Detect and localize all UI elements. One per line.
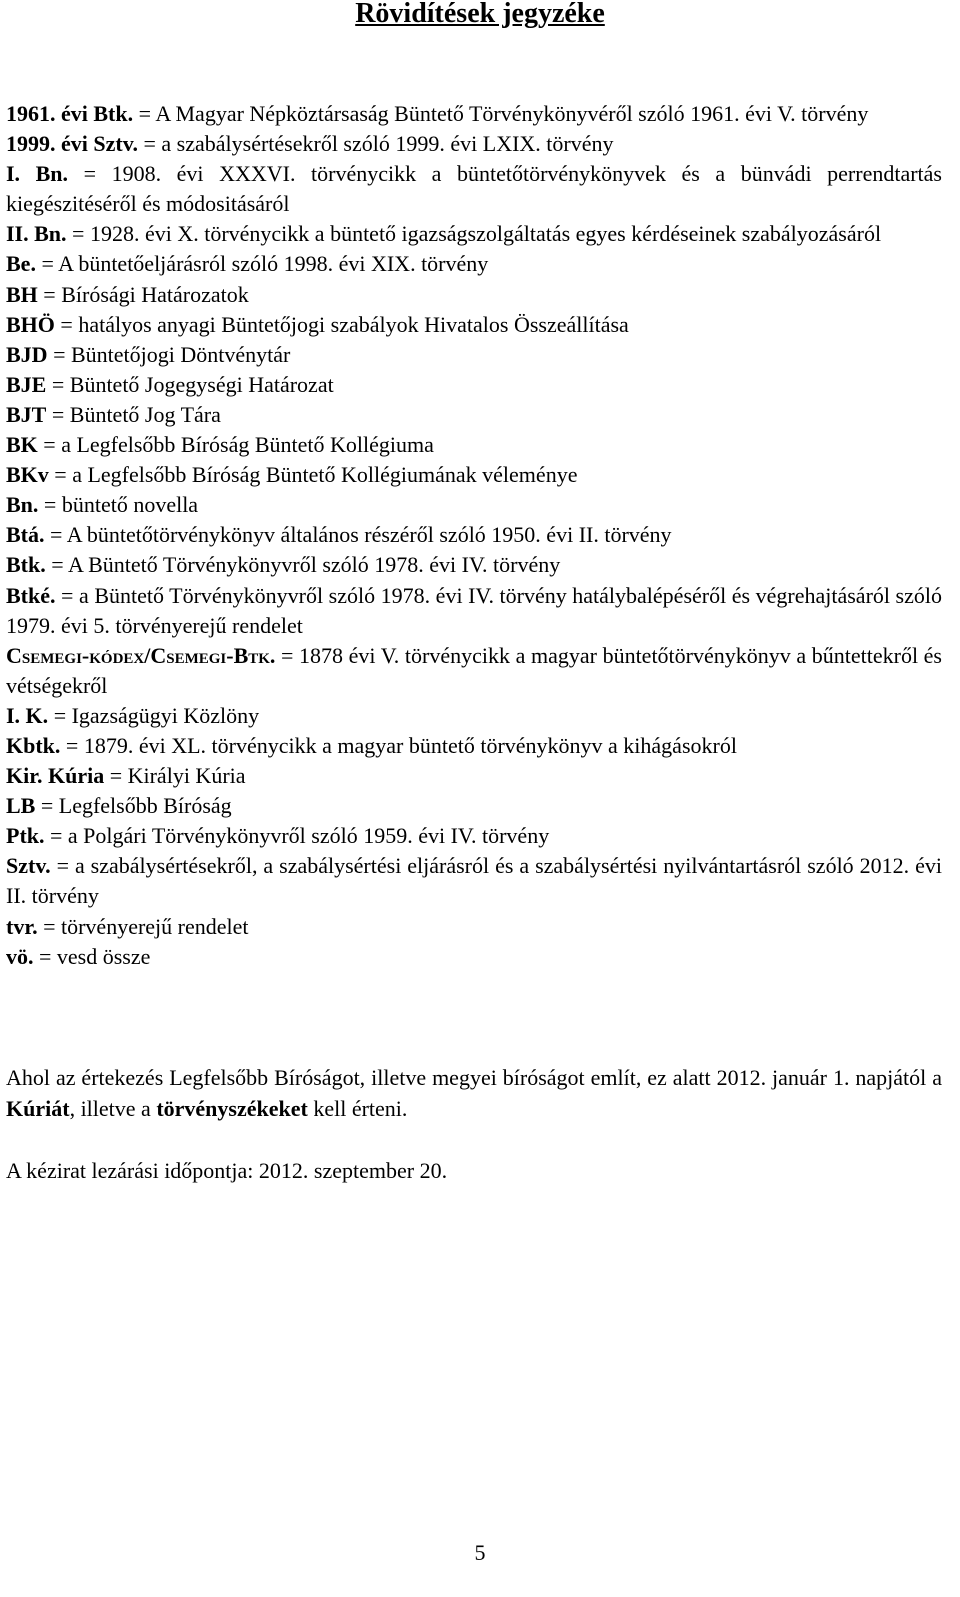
abbreviation-definition: = 1878 évi V. törvénycikk a magyar büntetőtörvénykönyv a bűntettekről és vétségekről: [6, 642, 942, 698]
abbreviation-definition: = a szabálysértésekről szóló 1999. évi LXIX. törvény: [138, 131, 614, 157]
page-number: 5: [474, 1540, 486, 1565]
abbreviation-entry: [6, 460, 942, 490]
abbreviation-entry: [6, 942, 942, 972]
abbreviation-term: BJD: [6, 341, 48, 367]
abbreviation-entry: [6, 550, 942, 580]
abbreviation-entry: [6, 219, 942, 249]
abbreviation-definition: = a Legfelsőbb Bíróság Büntető Kollégiuma: [37, 432, 434, 458]
abbreviation-entry: [6, 731, 942, 761]
abbreviation-entry: [6, 99, 942, 129]
abbreviation-definition: = Büntető Jogegységi Határozat: [46, 371, 334, 397]
abbreviation-definition: = 1928. évi X. törvénycikk a büntető igazságszolgáltatás egyes kérdéseinek szabályozásáról: [66, 221, 882, 247]
abbreviation-entry: [6, 310, 942, 340]
abbreviation-entry: [6, 370, 942, 400]
note-text: Ahol az értekezés Legfelsőbb Bíróságot, illetve megyei bíróságot említ, ez alatt 2012. január 1. napjától a: [6, 1065, 942, 1090]
abbreviation-definition: = A büntetőeljárásról szóló 1998. évi XIX. törvény: [35, 251, 489, 277]
abbreviation-term: I. Bn.: [6, 161, 69, 187]
abbreviation-definition: = 1908. évi XXXVI. törvénycikk a büntetőtörvénykönyvek és a bünvádi perrendtartás kiegészitéséről és módositásáról: [6, 161, 942, 217]
abbreviation-term: BKv: [6, 462, 49, 488]
abbreviation-term: BK: [6, 432, 38, 458]
abbreviation-term: I. K.: [6, 702, 49, 728]
abbreviation-entry: [6, 701, 942, 731]
court-reference-note: [6, 1063, 942, 1124]
abbreviation-definition: = A büntetőtörvénykönyv általános részéről szóló 1950. évi II. törvény: [44, 522, 672, 548]
abbreviation-term: Btk.: [6, 552, 46, 578]
abbreviation-entry: [6, 641, 942, 701]
abbreviation-definition: = a szabálysértésekről, a szabálysértési eljárásról és a szabálysértési nyilvántartásról szóló 2012. évi II. törvény: [6, 853, 942, 909]
abbreviation-definition: = hatályos anyagi Büntetőjogi szabályok Hivatalos Összeállítása: [54, 311, 629, 337]
abbreviation-term: BH: [6, 281, 38, 307]
note-text: kell érteni.: [307, 1095, 408, 1121]
manuscript-closing-date: A kézirat lezárási időpontja: 2012. szeptember 20.: [6, 1158, 448, 1183]
note-emphasis-torvenyszekek: törvényszékeket: [156, 1095, 308, 1121]
abbreviation-definition: = a Polgári Törvénykönyvről szóló 1959. évi IV. törvény: [44, 823, 550, 849]
abbreviation-entry: [6, 761, 942, 791]
abbreviation-definition: = 1879. évi XL. törvénycikk a magyar büntető törvénykönyv a kihágásokról: [60, 732, 737, 758]
abbreviation-definition: = a Büntető Törvénykönyvről szóló 1978. évi IV. törvény hatálybalépéséről és végrehajtásáról szóló 1979. évi 5. törvényerejű rendelet: [6, 582, 942, 638]
abbreviation-term: Csemegi-kódex/Csemegi-Btk.: [6, 642, 276, 668]
abbreviation-term: Ptk.: [6, 823, 45, 849]
abbreviation-term: Btá.: [6, 522, 45, 548]
abbreviation-entry: [6, 791, 942, 821]
abbreviation-term: Sztv.: [6, 853, 51, 879]
abbreviation-term: BJT: [6, 401, 47, 427]
abbreviation-term: LB: [6, 793, 36, 819]
note-text: , illetve a: [69, 1095, 157, 1121]
abbreviation-entry: [6, 490, 942, 520]
abbreviation-definition: = Bírósági Határozatok: [37, 281, 249, 307]
abbreviation-entry: [6, 400, 942, 430]
abbreviation-term: tvr.: [6, 913, 38, 939]
abbreviation-term: II. Bn.: [6, 221, 67, 247]
abbreviation-entry: [6, 340, 942, 370]
abbreviation-term: vö.: [6, 943, 34, 969]
abbreviation-definition: = Legfelsőbb Bíróság: [35, 793, 232, 819]
abbreviation-entry: [6, 249, 942, 279]
abbreviation-definition: = törvényerejű rendelet: [37, 913, 249, 939]
abbreviation-term: Kbtk.: [6, 732, 61, 758]
abbreviation-definition: = A Büntető Törvénykönyvről szóló 1978. évi IV. törvény: [45, 552, 561, 578]
abbreviation-definition: = A Magyar Népköztársaság Büntető Törvénykönyvéről szóló 1961. évi V. törvény: [133, 101, 869, 126]
abbreviation-entry: [6, 912, 942, 942]
abbreviation-term: Kir. Kúria: [6, 763, 105, 789]
abbreviation-entry: [6, 159, 942, 219]
abbreviation-list: [6, 99, 942, 972]
abbreviation-term: 1999. évi Sztv.: [6, 131, 138, 157]
abbreviation-definition: = Királyi Kúria: [104, 763, 246, 789]
abbreviation-definition: = a Legfelsőbb Bíróság Büntető Kollégiumának véleménye: [48, 462, 578, 488]
abbreviation-definition: = büntető novella: [38, 492, 199, 518]
abbreviation-term: 1961. évi Btk.: [6, 101, 134, 126]
abbreviation-entry: [6, 280, 942, 310]
abbreviation-term: Be.: [6, 251, 36, 277]
abbreviation-entry: [6, 129, 942, 159]
page-title: Rövidítések jegyzéke: [355, 0, 605, 29]
abbreviation-entry: [6, 430, 942, 460]
abbreviation-entry: [6, 821, 942, 851]
abbreviation-entry: [6, 581, 942, 641]
abbreviation-term: BHÖ: [6, 311, 55, 337]
note-emphasis-kuria: Kúriát: [6, 1095, 70, 1121]
abbreviation-term: BJE: [6, 371, 47, 397]
abbreviation-term: Btké.: [6, 582, 56, 608]
abbreviation-entry: [6, 851, 942, 911]
abbreviation-definition: = vesd össze: [33, 943, 151, 969]
abbreviation-definition: = Büntetőjogi Döntvénytár: [47, 341, 291, 367]
abbreviation-definition: = Büntető Jog Tára: [46, 401, 221, 427]
abbreviation-definition: = Igazságügyi Közlöny: [48, 702, 260, 728]
abbreviation-entry: [6, 520, 942, 550]
abbreviation-term: Bn.: [6, 492, 39, 518]
